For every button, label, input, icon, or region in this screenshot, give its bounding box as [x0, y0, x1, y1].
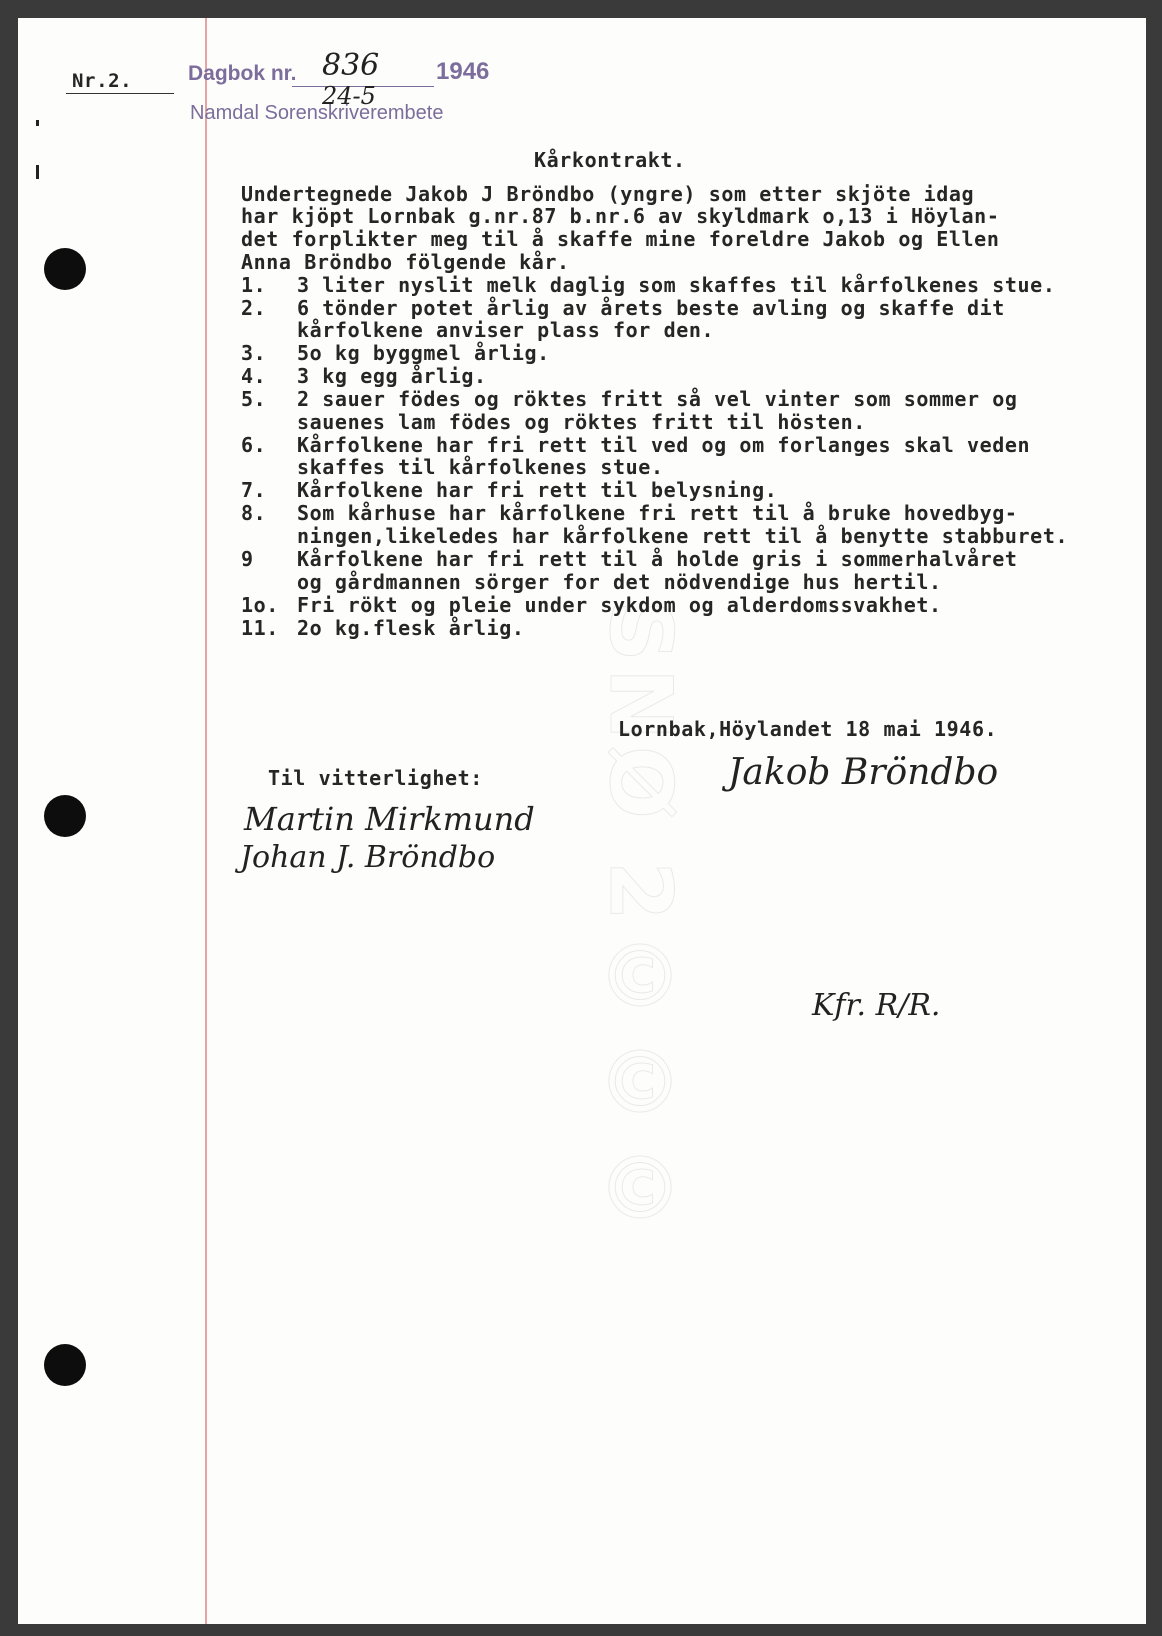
punch-hole: [44, 248, 86, 290]
item-text: og gårdmannen sörger for det nödvendige hus hertil.: [297, 570, 942, 594]
item-number: 4.: [241, 364, 267, 388]
item-text: Kårfolkene har fri rett til belysning.: [297, 478, 778, 502]
item-text: 5o kg byggmel årlig.: [297, 341, 550, 365]
dagbok-number: 836: [322, 48, 380, 83]
item-number: 5.: [241, 387, 267, 411]
punch-hole: [44, 1344, 86, 1386]
signature-witness2: Johan J. Bröndbo: [240, 840, 496, 875]
dagbok-stamp-label: Dagbok nr.: [188, 62, 297, 85]
intro-line: Undertegnede Jakob J Bröndbo (yngre) som etter skjöte idag: [241, 182, 975, 206]
stamp-office: Namdal Sorenskriverembete: [190, 102, 444, 124]
paper-watermark: SNØ 2©©©: [590, 600, 690, 1245]
item-text: Kårfolkene har fri rett til ved og om forlanges skal veden: [297, 433, 1031, 457]
punch-hole: [44, 795, 86, 837]
item-text: ningen,likeledes har kårfolkene rett til å benytte stabburet.: [297, 524, 1069, 548]
item-text: sauenes lam födes og röktes fritt til hösten.: [297, 410, 866, 434]
item-number: 2.: [241, 296, 267, 320]
margin-line: [205, 18, 207, 1624]
registration-note: Kfr. R/R.: [812, 988, 941, 1023]
item-text: Kårfolkene har fri rett til å holde gris i sommerhalvåret: [297, 547, 1018, 571]
intro-line: det forplikter meg til å skaffe mine foreldre Jakob og Ellen: [241, 227, 1000, 251]
item-number: 6.: [241, 433, 267, 457]
item-text: Som kårhuse har kårfolkene fri rett til å bruke hovedbyg-: [297, 501, 1018, 525]
item-text: 2 sauer födes og röktes fritt så vel vinter som sommer og: [297, 387, 1018, 411]
stamp-date: 24-5: [322, 82, 376, 110]
document-title: Kårkontrakt.: [534, 148, 686, 172]
witness-label: Til vitterlighet:: [268, 766, 483, 790]
item-number: 1o.: [241, 593, 279, 617]
item-number: 1.: [241, 273, 267, 297]
item-text: 3 kg egg årlig.: [297, 364, 487, 388]
margin-mark: [36, 165, 39, 179]
signature-main: Jakob Bröndbo: [728, 752, 999, 793]
item-number: 7.: [241, 478, 267, 502]
margin-mark: [36, 120, 39, 126]
nr-underline: [66, 93, 174, 94]
intro-line: har kjöpt Lornbak g.nr.87 b.nr.6 av skyldmark o,13 i Höylan-: [241, 204, 1000, 228]
stamp-year: 1946: [436, 58, 490, 85]
item-text: Fri rökt og pleie under sykdom og alderdomssvakhet.: [297, 593, 942, 617]
item-number: 9: [241, 547, 254, 571]
item-number: 3.: [241, 341, 267, 365]
item-text: 3 liter nyslit melk daglig som skaffes til kårfolkenes stue.: [297, 273, 1056, 297]
nr-label: Nr.2.: [72, 70, 133, 92]
item-number: 8.: [241, 501, 267, 525]
document-page: [18, 18, 1146, 1624]
item-number: 11.: [241, 616, 279, 640]
item-text: skaffes til kårfolkenes stue.: [297, 455, 664, 479]
intro-line: Anna Bröndbo fölgende kår.: [241, 250, 570, 274]
item-text: kårfolkene anviser plass for den.: [297, 318, 715, 342]
place-date: Lornbak,Höylandet 18 mai 1946.: [618, 717, 998, 741]
item-text: 2o kg.flesk årlig.: [297, 616, 525, 640]
item-text: 6 tönder potet årlig av årets beste avling og skaffe dit: [297, 296, 1005, 320]
signature-witness1: Martin Mirkmund: [244, 800, 535, 838]
